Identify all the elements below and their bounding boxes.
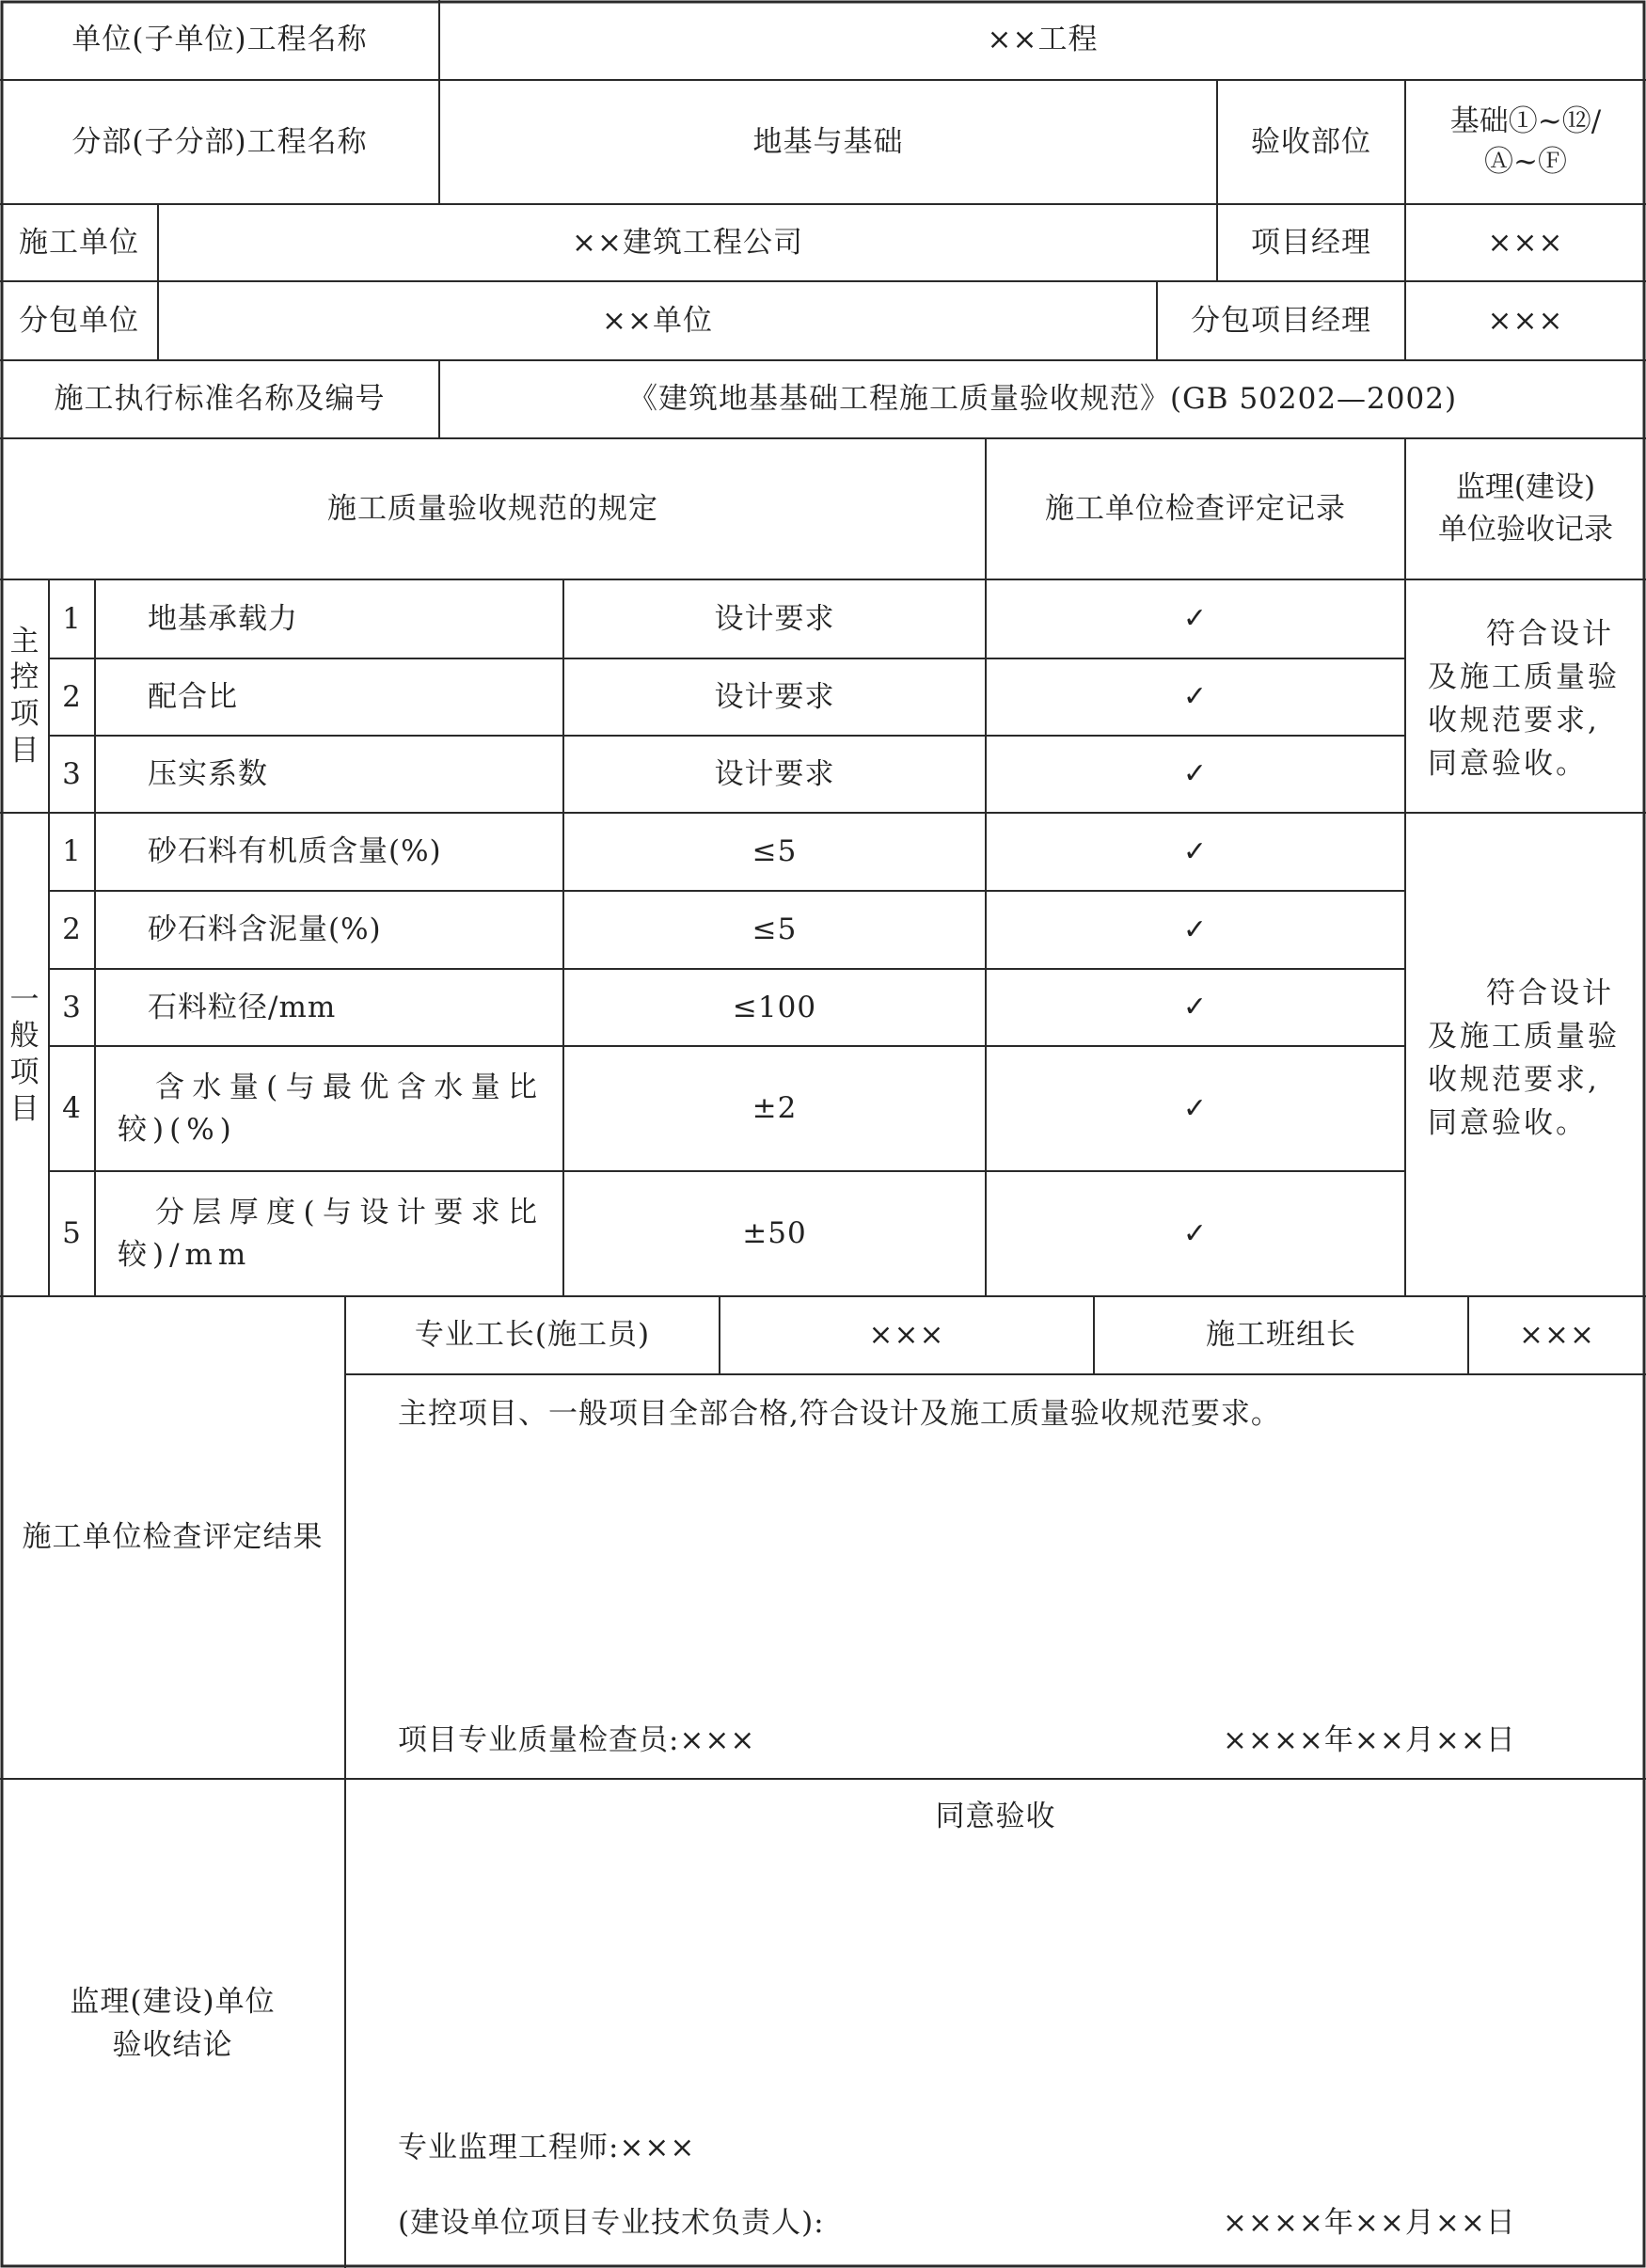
row-number: 3 [62, 756, 82, 791]
row-number: 1 [62, 601, 82, 636]
acceptance-part-line2: Ⓐ~Ⓕ [1484, 145, 1567, 179]
check-mark: ✓ [1182, 680, 1209, 714]
item-name: 含水量(与最优含水量比较)(%) [118, 1070, 543, 1147]
check-mark: ✓ [1182, 991, 1209, 1024]
supervisor-label-line1: 监理(建设)单位 [70, 1984, 276, 2019]
supervisor-label-line2: 验收结论 [112, 2028, 233, 2062]
unit-project-label: 单位(子单位)工程名称 [71, 23, 368, 57]
group-char: 主 [9, 624, 40, 658]
contractor-value: ××建筑工程公司 [572, 225, 803, 260]
check-mark: ✓ [1182, 834, 1209, 868]
unit-project-value: ××工程 [987, 23, 1099, 57]
supervisor-conclusion-label [0, 1779, 345, 2268]
foreman-label: 专业工长(施工员) [414, 1318, 651, 1353]
sub-project-manager-label: 分包项目经理 [1191, 303, 1371, 338]
supervisor-record-header-line1: 监理(建设) [1455, 470, 1596, 505]
acceptance-part-value [1405, 80, 1646, 204]
row-number: 2 [62, 912, 82, 947]
contractor-date: ××××年××月××日 [1223, 1722, 1516, 1757]
item-requirement: ≤5 [752, 834, 798, 869]
acceptance-part-label: 验收部位 [1251, 124, 1371, 159]
standard-value: 《建筑地基基础工程施工质量验收规范》(GB 50202—2002) [627, 382, 1458, 417]
row-number: 3 [62, 990, 82, 1024]
check-mark: ✓ [1182, 1091, 1209, 1125]
row-number: 4 [62, 1091, 82, 1126]
sub-project-label: 分部(子分部)工程名称 [71, 124, 368, 159]
project-manager-value: ××× [1487, 225, 1564, 260]
row-number: 5 [62, 1216, 82, 1251]
contractor-conclusion: 主控项目、一般项目全部合格,符合设计及施工质量验收规范要求。 [398, 1396, 1281, 1431]
main-items-supervisor-note [1405, 579, 1646, 813]
owner-representative: (建设单位项目专业技术负责人): [398, 2205, 825, 2240]
project-manager-label: 项目经理 [1251, 225, 1371, 260]
supervisor-conclusion: 同意验收 [935, 1799, 1056, 1833]
quality-inspector: 项目专业质量检查员:××× [398, 1722, 756, 1757]
item-name: 地基承载力 [148, 601, 298, 636]
item-name: 分层厚度(与设计要求比较)/mm [118, 1195, 543, 1272]
row-number: 1 [62, 834, 82, 869]
spec-column-header: 施工质量验收规范的规定 [327, 491, 658, 526]
check-mark: ✓ [1182, 757, 1209, 791]
item-requirement: 设计要求 [714, 601, 835, 636]
foreman-value: ××× [868, 1318, 945, 1353]
team-leader-label: 施工班组长 [1206, 1318, 1356, 1353]
group-char: 项 [9, 1055, 40, 1089]
item-requirement: 设计要求 [714, 679, 835, 714]
sub-project-value: 地基与基础 [752, 124, 904, 159]
check-mark: ✓ [1182, 912, 1209, 946]
group-char: 目 [9, 1091, 40, 1126]
item-name-cell [95, 1171, 563, 1296]
group-char: 目 [9, 733, 40, 768]
supervisor-record-column-header [1405, 438, 1646, 579]
group-char: 控 [9, 660, 40, 695]
general-items-supervisor-note [1405, 813, 1646, 1296]
item-name: 压实系数 [148, 756, 268, 791]
item-requirement: ≤100 [732, 990, 817, 1024]
general-items-group-label [0, 813, 49, 1296]
item-requirement: ±50 [742, 1216, 807, 1251]
group-char: 项 [9, 697, 40, 731]
team-leader-value: ××× [1519, 1318, 1595, 1353]
item-requirement: ±2 [752, 1091, 798, 1126]
group-char: 一 [9, 982, 40, 1017]
item-name: 砂石料含泥量(%) [148, 912, 382, 947]
item-requirement: 设计要求 [714, 756, 835, 791]
subcontractor-label: 分包单位 [19, 303, 139, 338]
supervising-engineer: 专业监理工程师:××× [398, 2130, 696, 2165]
acceptance-part-line1: 基础①~⑫/ [1449, 103, 1602, 138]
item-name: 砂石料有机质含量(%) [148, 834, 442, 869]
check-mark: ✓ [1182, 1216, 1209, 1250]
main-items-group-label [0, 579, 49, 813]
standard-label: 施工执行标准名称及编号 [54, 382, 386, 417]
supervisor-note-text: 符合设计及施工质量验收规范要求,同意验收。 [1428, 976, 1620, 1140]
supervisor-record-header-line2: 单位验收记录 [1438, 513, 1613, 547]
contractor-record-column-header: 施工单位检查评定记录 [1045, 491, 1346, 526]
item-name: 配合比 [148, 679, 238, 714]
supervisor-date: ××××年××月××日 [1223, 2205, 1516, 2240]
group-char: 般 [9, 1019, 40, 1054]
subcontractor-value: ××单位 [602, 303, 713, 338]
item-name: 石料粒径/mm [148, 990, 337, 1024]
check-mark: ✓ [1182, 602, 1209, 636]
contractor-label: 施工单位 [19, 225, 139, 260]
row-number: 2 [62, 679, 82, 714]
sub-project-manager-value: ××× [1487, 303, 1564, 338]
contractor-result-label: 施工单位检查评定结果 [22, 1520, 324, 1555]
supervisor-note-text: 符合设计及施工质量验收规范要求,同意验收。 [1428, 617, 1620, 781]
item-name-cell [95, 1046, 563, 1171]
item-requirement: ≤5 [752, 912, 798, 947]
